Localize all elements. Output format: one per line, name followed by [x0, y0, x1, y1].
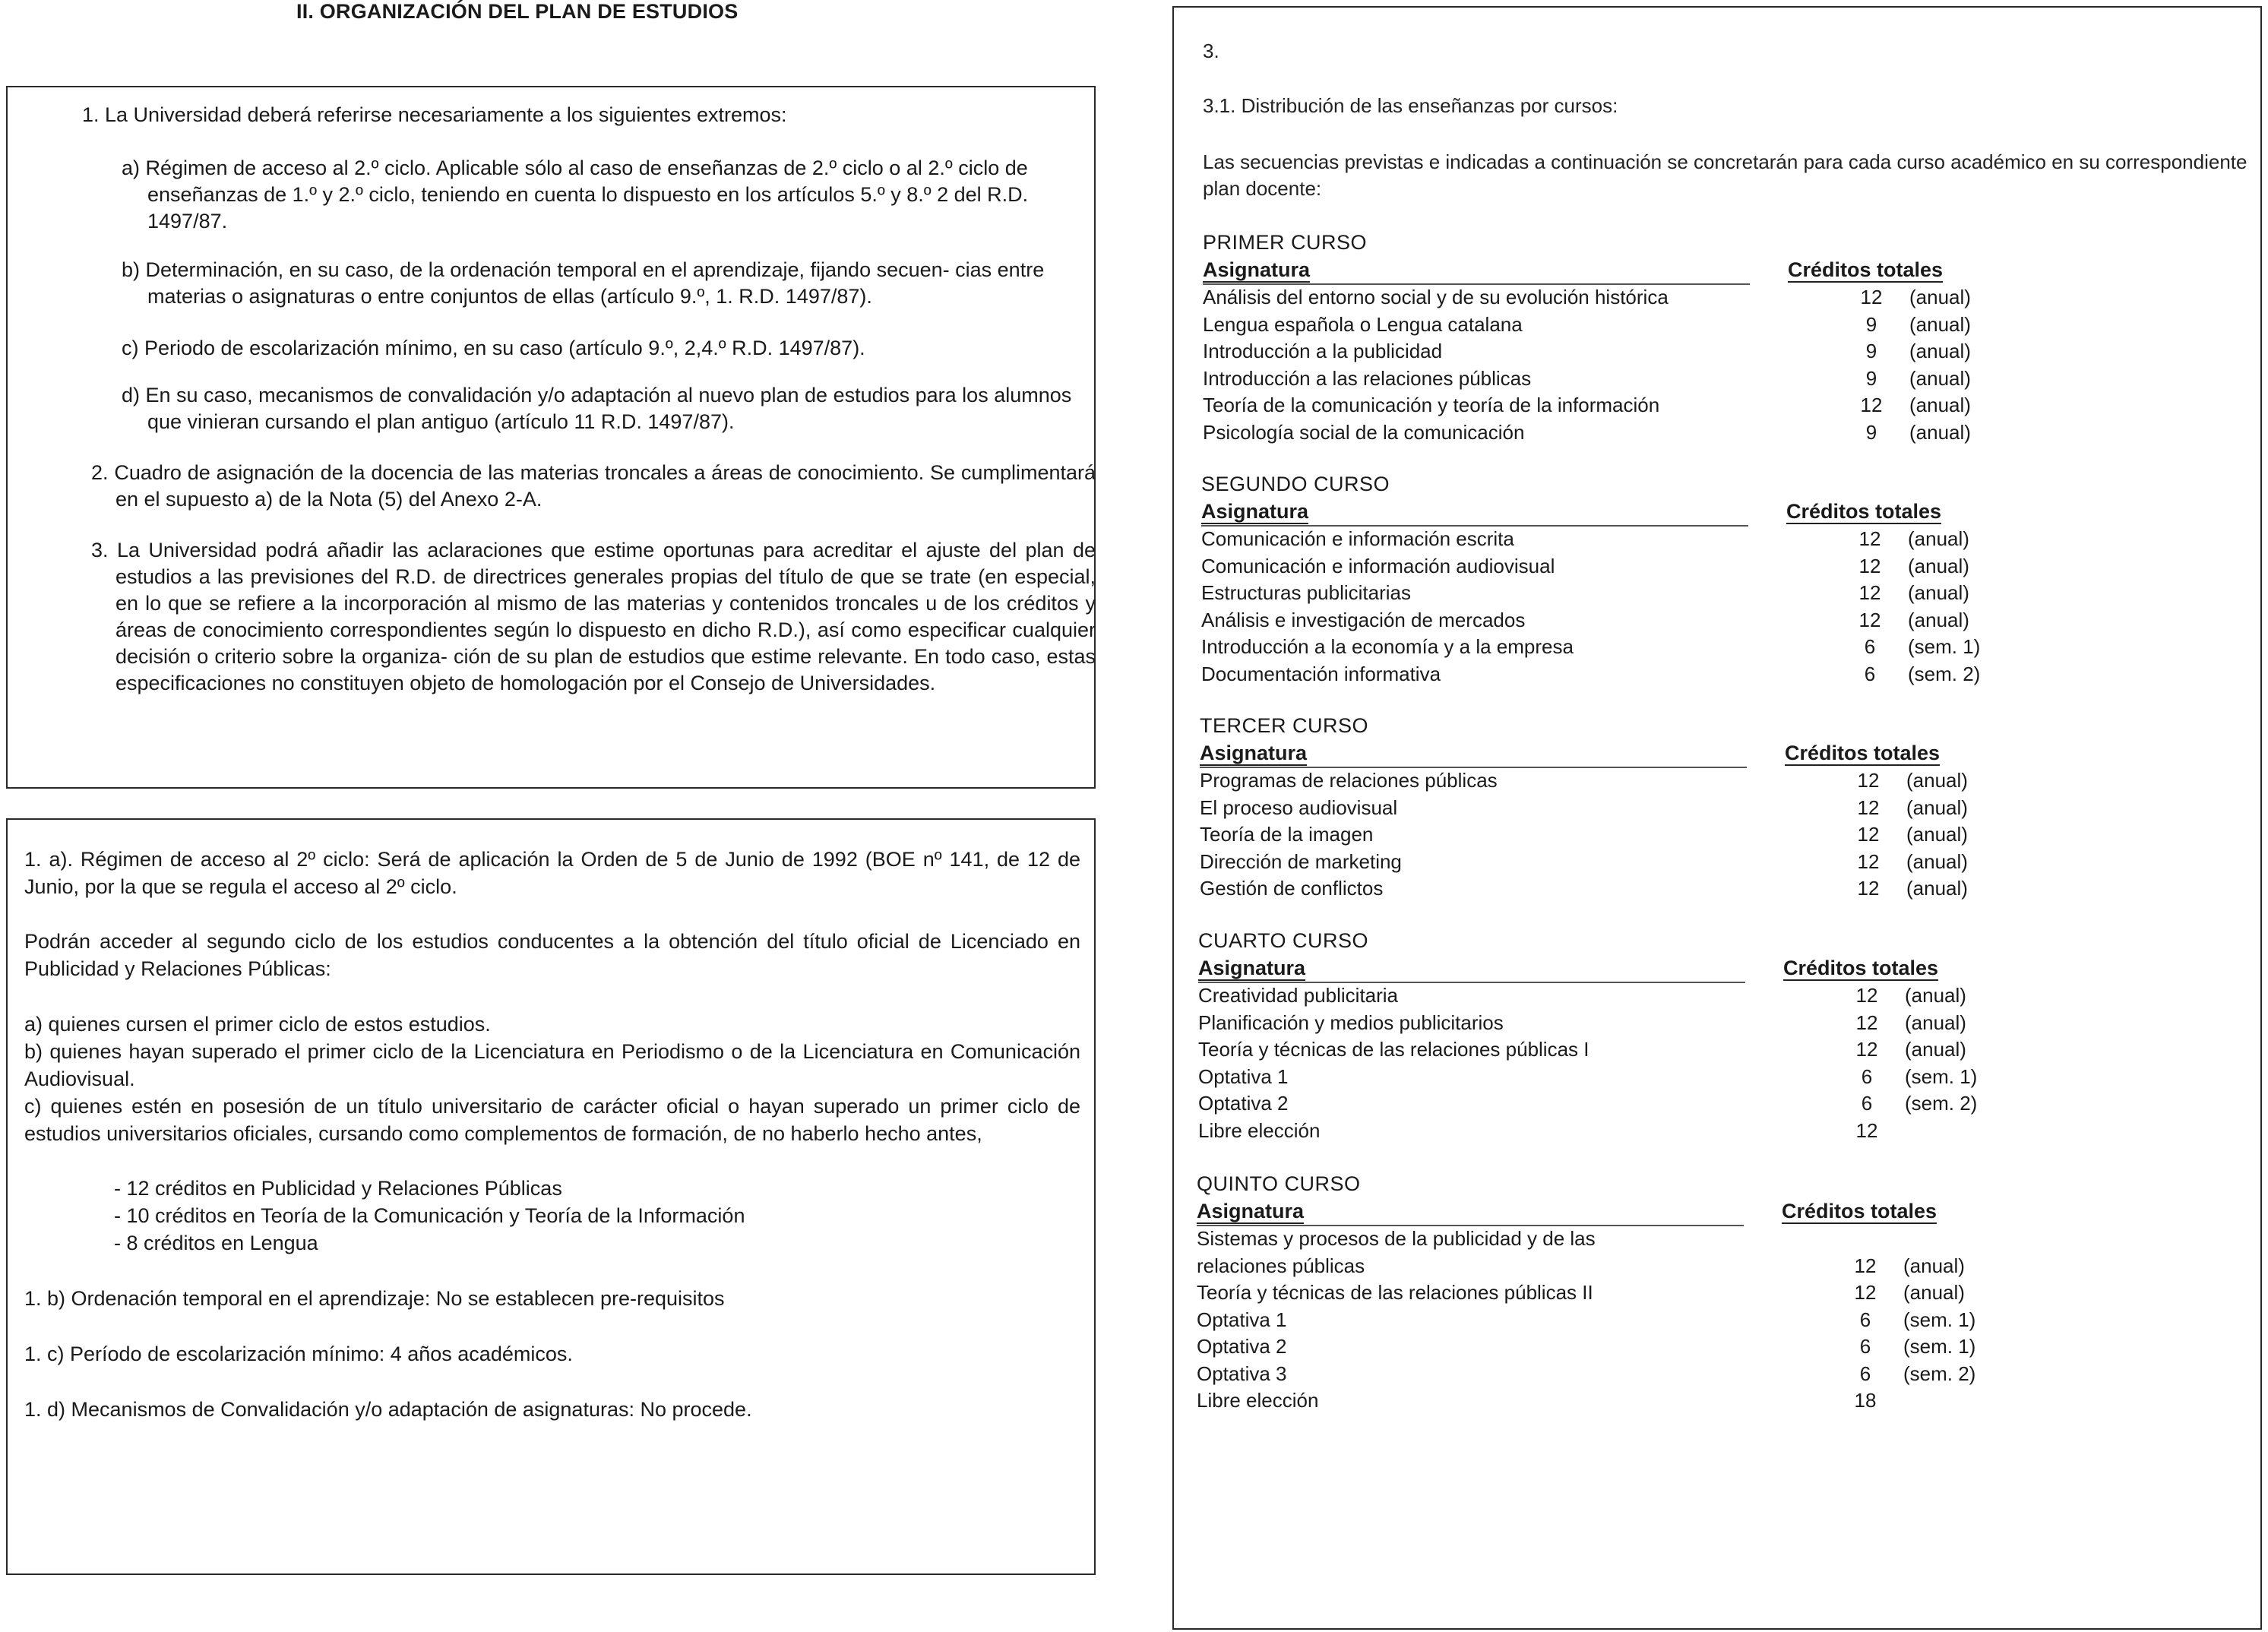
subject-period: (anual)	[1903, 1254, 1965, 1277]
subject-period: (anual)	[1908, 527, 1969, 550]
courses-box	[1172, 6, 2262, 1630]
answer-option-c: c) quienes estén en posesión de un título universitario de carácter oficial o hayan superado un primer ciclo de estudios universitarios oficiales, cursando como complementos de formación, de no haberlo hecho antes,	[24, 1095, 1080, 1145]
distribution-intro: Las secuencias previstas e indicadas a continuación se concretarán para cada curso académico en su correspondiente plan docente:	[1203, 150, 2247, 200]
answer-credit-item-3: - 8 créditos en Lengua	[114, 1232, 318, 1254]
subject-credits: 9	[1865, 366, 1877, 390]
subject-row	[1200, 821, 2036, 848]
subject-row	[1198, 1118, 2034, 1144]
subject-row	[1198, 982, 2034, 1009]
subject-name: Gestión de conflictos	[1200, 877, 1384, 900]
subject-credits: 12	[1855, 984, 1878, 1007]
column-header-subject: Asignatura	[1198, 957, 1306, 979]
subject-name: Optativa 3	[1197, 1362, 1287, 1385]
subject-period: (anual)	[1905, 1011, 1966, 1034]
subject-name: Libre elección	[1197, 1389, 1319, 1412]
subject-credits: 6	[1864, 635, 1876, 658]
subject-credits: 6	[1861, 1064, 1873, 1088]
instruction-item-1: 1. La Universidad deberá referirse necesariamente a los siguientes extremos:	[82, 103, 787, 126]
instruction-item-1a: a) Régimen de acceso al 2.º ciclo. Aplicable sólo al caso de enseñanzas de 2.º ciclo o al 2.º ciclo de enseñanzas de 1.º y 2.º ciclo, teniendo en cuenta lo dispuesto en los artículos 5.º y 8.º 2 del R.D. 1497/87.	[122, 157, 1029, 232]
subject-period: (anual)	[1906, 795, 1968, 819]
subject-credits: 12	[1857, 823, 1880, 846]
subject-credits: 18	[1854, 1389, 1877, 1412]
subject-period: (sem. 1)	[1905, 1064, 1978, 1088]
column-header-credits: Créditos totales	[1782, 1200, 1937, 1222]
subject-credits: 6	[1859, 1362, 1871, 1385]
answer-credit-item-2: - 10 créditos en Teoría de la Comunicación y Teoría de la Información	[114, 1204, 745, 1227]
answer-access-regime: 1. a). Régimen de acceso al 2º ciclo: Será de aplicación la Orden de 5 de Junio de 1992 (BOE nº 141, de 12 de Junio, por la que se regula el acceso al 2º ciclo.	[24, 848, 1080, 898]
subject-period: (anual)	[1906, 823, 1968, 846]
subject-row	[1197, 1387, 2032, 1414]
subject-name: Optativa 2	[1198, 1092, 1289, 1115]
subject-name: Teoría y técnicas de las relaciones públicas I	[1198, 1038, 1589, 1061]
subject-credits: 6	[1864, 662, 1876, 685]
subject-row	[1200, 875, 2036, 902]
subject-period: (sem. 1)	[1903, 1335, 1976, 1358]
subject-period: (anual)	[1909, 420, 1971, 444]
subject-credits: 12	[1857, 877, 1880, 900]
subject-credits: 12	[1854, 1254, 1877, 1277]
subject-period: (anual)	[1909, 366, 1971, 390]
subject-credits: 12	[1858, 581, 1881, 604]
subject-row	[1203, 312, 2039, 338]
subject-name: Programas de relaciones públicas	[1200, 769, 1498, 792]
subject-period: (anual)	[1906, 849, 1968, 873]
subject-name: Análisis e investigación de mercados	[1201, 608, 1526, 631]
answer-temporal-order: 1. b) Ordenación temporal en el aprendizaje: No se establecen pre-requisitos	[24, 1287, 725, 1310]
subject-credits: 6	[1861, 1092, 1873, 1115]
subject-row	[1197, 1279, 2032, 1306]
answer-validation: 1. d) Mecanismos de Convalidación y/o adaptación de asignaturas: No procede.	[24, 1398, 752, 1421]
subject-credits: 12	[1855, 1118, 1878, 1142]
subject-name: Introducción a la economía y a la empresa	[1201, 635, 1574, 658]
subject-row	[1197, 1253, 2032, 1279]
subject-period: (anual)	[1905, 1038, 1966, 1061]
subject-name: Introducción a la publicidad	[1203, 340, 1443, 362]
subject-period: (sem. 2)	[1908, 662, 1981, 685]
subject-row	[1201, 526, 2037, 552]
course-title: SEGUNDO CURSO	[1201, 473, 1390, 495]
instruction-item-3: 3. La Universidad podrá añadir las aclaraciones que estime oportunas para acreditar el ajuste del plan de estudios a las previsiones del R.D. de directrices generales propias del título de que se trate (en especial, en lo que se refiere a la incorporación al mismo de las materias y contenidos troncales u de los créditos y áreas de conocimiento correspondientes según lo dispuesto en dicho R.D.), así como especificar cualquier decisión o criterio sobre la organiza- ción de su plan de estudios que estime relevante. En todo caso, estas especificaciones no constituyen objeto de homologación por el Consejo de Universidades.	[91, 539, 1096, 694]
column-header-subject: Asignatura	[1197, 1200, 1305, 1222]
subject-credits: 12	[1857, 769, 1880, 792]
subject-row	[1203, 284, 2039, 311]
answer-min-period: 1. c) Período de escolarización mínimo: 4 años académicos.	[24, 1343, 573, 1365]
subject-name: relaciones públicas	[1197, 1254, 1365, 1277]
column-header-subject: Asignatura	[1203, 258, 1311, 281]
subject-name: Lengua española o Lengua catalana	[1203, 312, 1523, 336]
course-title: PRIMER CURSO	[1203, 231, 1368, 254]
subject-period: (anual)	[1909, 312, 1971, 336]
subject-period: (sem. 1)	[1903, 1308, 1976, 1331]
subject-row	[1197, 1226, 2032, 1252]
subject-credits: 12	[1854, 1281, 1877, 1304]
instructions-box	[6, 86, 1096, 789]
subject-credits: 12	[1858, 608, 1881, 631]
subject-name: Planificación y medios publicitarios	[1198, 1011, 1504, 1034]
subject-credits: 12	[1858, 527, 1881, 550]
subject-name: Creatividad publicitaria	[1198, 984, 1399, 1007]
subject-period: (sem. 2)	[1905, 1092, 1978, 1115]
answer-credit-item-1: - 12 créditos en Publicidad y Relaciones Públicas	[114, 1177, 562, 1200]
subject-name: Teoría de la comunicación y teoría de la información	[1203, 394, 1660, 416]
section-number: 3.	[1203, 40, 1219, 62]
answer-admission-intro: Podrán acceder al segundo ciclo de los estudios conducentes a la obtención del título oficial de Licenciado en Publicidad y Relaciones Públicas:	[24, 930, 1080, 980]
instruction-item-2: 2. Cuadro de asignación de la docencia de las materias troncales a áreas de conocimiento. Se cumplimentará en el supuesto a) de la Nota (5) del Anexo 2-A.	[91, 461, 1096, 511]
subject-period: (sem. 1)	[1908, 635, 1981, 658]
answer-option-a: a) quienes cursen el primer ciclo de estos estudios.	[24, 1013, 491, 1036]
subject-row	[1198, 1090, 2034, 1117]
subject-credits: 12	[1860, 286, 1883, 308]
subject-credits: 9	[1865, 340, 1877, 362]
subject-period: (anual)	[1909, 394, 1971, 416]
instruction-item-1c: c) Periodo de escolarización mínimo, en su caso (artículo 9.º, 2,4.º R.D. 1497/87).	[122, 337, 865, 359]
column-header-subject: Asignatura	[1201, 500, 1309, 523]
subject-name: Documentación informativa	[1201, 662, 1441, 685]
subject-credits: 9	[1865, 420, 1877, 444]
column-header-credits: Créditos totales	[1788, 258, 1944, 281]
course-title: CUARTO CURSO	[1198, 929, 1369, 952]
subject-credits: 12	[1857, 849, 1880, 873]
subject-credits: 12	[1860, 394, 1883, 416]
subject-period: (anual)	[1909, 286, 1971, 308]
column-header-credits: Créditos totales	[1786, 500, 1942, 523]
subject-name: Comunicación e información escrita	[1201, 527, 1514, 550]
subject-credits: 12	[1857, 795, 1880, 819]
subject-row	[1203, 419, 2039, 446]
subject-name: Optativa 2	[1197, 1335, 1287, 1358]
answer-option-b: b) quienes hayan superado el primer ciclo de la Licenciatura en Periodismo o de la Licenciatura en Comunicación Audiovisual.	[24, 1040, 1080, 1090]
subject-credits: 6	[1859, 1335, 1871, 1358]
instruction-item-1b: b) Determinación, en su caso, de la ordenación temporal en el aprendizaje, fijando secuen- cias entre materias o asignaturas o entre conjuntos de ellas (artículo 9.º, 1. R.D. 1497/87).	[122, 258, 1045, 308]
course-title: TERCER CURSO	[1200, 714, 1369, 737]
subject-row	[1200, 795, 2036, 821]
subject-credits: 12	[1855, 1038, 1878, 1061]
instruction-item-1d: d) En su caso, mecanismos de convalidación y/o adaptación al nuevo plan de estudios para los alumnos que vinieran cursando el plan antiguo (artículo 11 R.D. 1497/87).	[122, 384, 1072, 433]
subject-row	[1203, 338, 2039, 365]
subject-row	[1201, 553, 2037, 580]
subject-row	[1201, 634, 2037, 660]
subject-credits: 12	[1858, 554, 1881, 577]
distribution-subheading: 3.1. Distribución de las enseñanzas por cursos:	[1203, 94, 1618, 117]
subject-name: El proceso audiovisual	[1200, 795, 1398, 819]
subject-period: (anual)	[1903, 1281, 1965, 1304]
subject-name: Análisis del entorno social y de su evolución histórica	[1203, 286, 1669, 308]
subject-name: Dirección de marketing	[1200, 849, 1402, 873]
subject-name: Optativa 1	[1198, 1064, 1289, 1088]
subject-row	[1203, 365, 2039, 392]
subject-period: (anual)	[1909, 340, 1971, 362]
subject-row	[1197, 1307, 2032, 1333]
subject-row	[1201, 580, 2037, 606]
subject-period: (anual)	[1908, 581, 1969, 604]
subject-credits: 9	[1865, 312, 1877, 336]
subject-row	[1201, 607, 2037, 634]
subject-row	[1200, 849, 2036, 875]
subject-credits: 6	[1859, 1308, 1871, 1331]
course-title: QUINTO CURSO	[1197, 1172, 1361, 1195]
subject-name: Psicología social de la comunicación	[1203, 420, 1525, 444]
subject-name: Estructuras publicitarias	[1201, 581, 1411, 604]
subject-name: Comunicación e información audiovisual	[1201, 554, 1555, 577]
page-heading: II. ORGANIZACIÓN DEL PLAN DE ESTUDIOS	[296, 0, 739, 23]
subject-name: Sistemas y procesos de la publicidad y de las	[1197, 1227, 1596, 1250]
subject-row	[1197, 1361, 2032, 1387]
subject-period: (anual)	[1908, 608, 1969, 631]
subject-name: Libre elección	[1198, 1118, 1321, 1142]
subject-credits: 12	[1855, 1011, 1878, 1034]
subject-period: (anual)	[1905, 984, 1966, 1007]
subject-row	[1198, 1036, 2034, 1063]
column-header-credits: Créditos totales	[1785, 742, 1941, 764]
subject-period: (sem. 2)	[1903, 1362, 1976, 1385]
subject-row	[1203, 392, 2039, 419]
subject-name: Introducción a las relaciones públicas	[1203, 366, 1532, 390]
subject-period: (anual)	[1906, 769, 1968, 792]
subject-name: Optativa 1	[1197, 1308, 1287, 1331]
subject-name: Teoría de la imagen	[1200, 823, 1374, 846]
subject-period: (anual)	[1906, 877, 1968, 900]
subject-row	[1198, 1010, 2034, 1036]
column-header-subject: Asignatura	[1200, 742, 1308, 764]
subject-row	[1200, 767, 2036, 794]
subject-row	[1197, 1333, 2032, 1360]
answers-box	[6, 818, 1096, 1575]
subject-row	[1198, 1064, 2034, 1090]
subject-name: Teoría y técnicas de las relaciones públicas II	[1197, 1281, 1593, 1304]
subject-period: (anual)	[1908, 554, 1969, 577]
column-header-credits: Créditos totales	[1783, 957, 1939, 979]
subject-row	[1201, 661, 2037, 688]
